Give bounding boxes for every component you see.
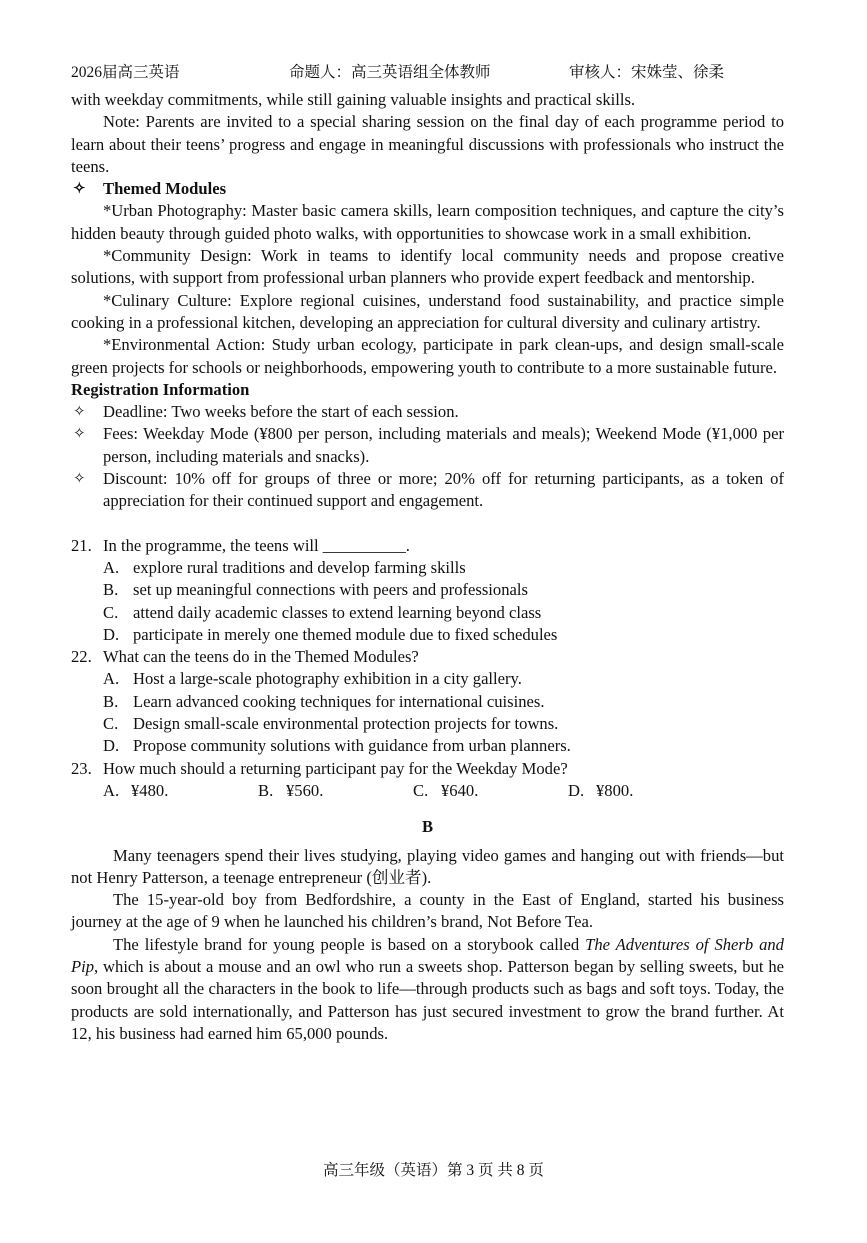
option-23-b[interactable] [258,780,413,802]
diamond-bullet-icon: ✧ [73,181,86,198]
option-22-b[interactable] [71,691,784,713]
passage-b-paragraph-2: The 15-year-old boy from Bedfordshire, a county in the East of England, started his business journey at the age of 9 when he launched his children’s brand, Not Before Tea. [71,890,784,932]
option-label: D. [103,736,120,756]
question-number: 22. [71,647,92,667]
question-stem: How much should a returning participant pay for the Weekday Mode? [103,758,568,778]
option-text: Host a large-scale photography exhibition in a city gallery. [133,669,522,689]
option-label: B. [103,691,119,711]
option-label: B. [103,580,119,600]
options-23 [71,780,784,802]
option-text: explore rural traditions and develop farming skills [133,557,466,577]
option-text: Learn advanced cooking techniques for international cuisines. [133,691,545,711]
option-text: ¥480. [131,780,169,800]
option-label: C. [103,602,119,622]
option-text: set up meaningful connections with peers and professionals [133,580,528,600]
option-22-c[interactable] [71,713,784,735]
option-21-c[interactable] [71,602,784,624]
option-text: ¥800. [596,780,634,800]
p3-before-title: The lifestyle brand for young people is based on a storybook called [113,934,586,954]
option-text: ¥640. [441,780,479,800]
passage-b-paragraph-1: Many teenagers spend their lives studying, playing video games and hanging out with friends—but not Henry Patterson, a teenage entrepreneur (创业者). [71,845,784,887]
registration-fees [71,423,784,468]
question-number: 23. [71,758,92,778]
option-23-a[interactable] [103,780,258,802]
module-environmental-action: *Environmental Action: Study urban ecology, participate in park clean-ups, and design small-scale green projects for schools or neighborhoods, empowering youth to contribute to a more sustainable future. [71,335,784,377]
section-b-label: B [421,817,434,837]
p3-after-title: , which is about a mouse and an owl who run a sweets shop. Patterson began by selling sweets, but he soon brought all the characters in the book to life—through products such as bags and soft toys. Today, the products are sold internationally, and Patterson has just secured investment to grow the brand further. At 12, his business had earned him 65,000 pounds. [71,956,784,1043]
option-23-d[interactable] [568,780,723,802]
option-22-a[interactable] [71,668,784,690]
header-course: 2026届高三英语 [71,64,180,81]
option-text: attend daily academic classes to extend learning beyond class [133,602,542,622]
book-title: The Adventures of Sherb and Pip [71,934,784,976]
option-label: A. [103,780,120,800]
option-label: C. [103,714,119,734]
option-text: Design small-scale environmental protection projects for towns. [133,714,559,734]
option-text: Propose community solutions with guidance from urban planners. [133,736,571,756]
option-label: B. [258,780,274,800]
header-authors: 命题人：高三英语组全体教师 [289,64,491,81]
registration-deadline-text: Deadline: Two weeks before the start of each session. [103,402,459,422]
page-footer: 高三年级（英语）第 3 页 共 8 页 [323,1162,544,1179]
option-label: D. [568,780,585,800]
module-community-design: *Community Design: Work in teams to identify local community needs and propose creative solutions, with support from professional urban planners who provide expert feedback and mentorship. [71,246,784,288]
option-21-d[interactable] [71,624,784,646]
registration-deadline [71,401,784,423]
themed-modules-heading-text: Themed Modules [103,179,227,199]
option-21-b[interactable] [71,579,784,601]
diamond-bullet-icon: ✧ [73,426,86,443]
option-21-a[interactable] [71,557,784,579]
diamond-bullet-icon: ✧ [73,404,86,421]
module-urban-photography: *Urban Photography: Master basic camera skills, learn composition techniques, and capture the city’s hidden beauty through guided photo walks, with opportunities to showcase work in a small exhibition. [71,201,784,243]
option-22-d[interactable] [71,735,784,757]
question-21 [71,535,784,557]
question-stem: What can the teens do in the Themed Modules? [103,647,419,667]
question-stem: In the programme, the teens will __________. [103,535,410,555]
registration-discount [71,468,784,513]
question-number: 21. [71,535,92,555]
passage-a-continued-line: with weekday commitments, while still gaining valuable insights and practical skills. [71,90,636,109]
option-23-c[interactable] [413,780,568,802]
diamond-bullet-icon: ✧ [73,471,86,488]
option-label: A. [103,669,120,689]
option-label: D. [103,624,120,644]
question-22 [71,646,784,668]
module-culinary-culture: *Culinary Culture: Explore regional cuisines, understand food sustainability, and practice simple cooking in a professional kitchen, developing an appreciation for cultural diversity and culinary artistry. [71,290,784,332]
option-text: ¥560. [286,780,324,800]
question-23 [71,758,784,780]
passage-a-note: Note: Parents are invited to a special sharing session on the final day of each programme period to learn about their teens’ progress and engage in meaningful discussions with professionals who instruct the teens. [71,112,784,176]
passage-b-paragraph-3 [71,934,784,1045]
header-reviewers: 审核人：宋姝莹、徐柔 [569,64,725,81]
spacer [71,513,784,535]
registration-heading: Registration Information [71,379,250,399]
option-label: C. [413,780,429,800]
option-text: participate in merely one themed module due to fixed schedules [133,624,558,644]
page-content [71,89,784,1045]
registration-discount-text: Discount: 10% off for groups of three or more; 20% off for returning participants, as a token of appreciation for their continued support and engagement. [103,469,784,511]
themed-modules-heading [71,178,784,200]
option-label: A. [103,557,120,577]
registration-fees-text: Fees: Weekday Mode (¥800 per person, including materials and meals); Weekend Mode (¥1,000 per person, including materials and snacks). [103,424,784,466]
page-header [71,60,786,84]
